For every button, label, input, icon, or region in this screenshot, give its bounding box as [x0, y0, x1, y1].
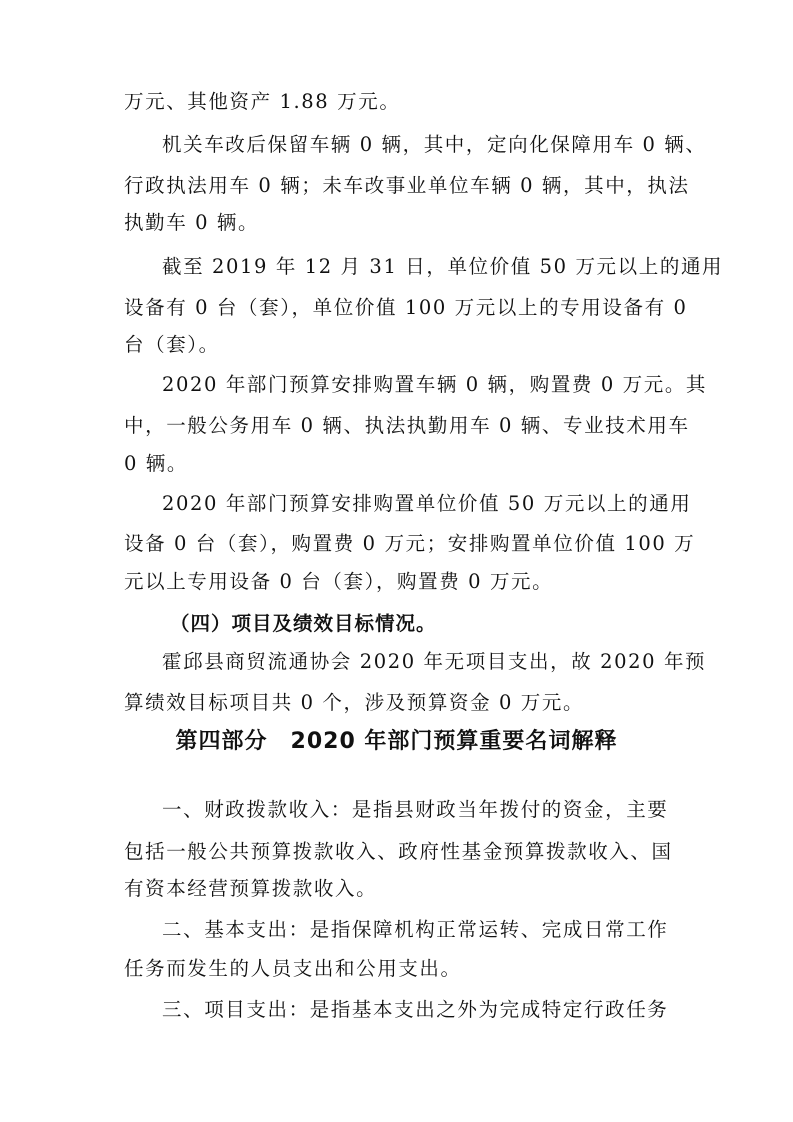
body-line: 行政执法用车 0 辆；未车改事业单位车辆 0 辆，其中，执法 [124, 174, 690, 197]
body-line: 2020 年部门预算安排购置车辆 0 辆，购置费 0 万元。其 [162, 373, 708, 396]
project-line: 算绩效目标项目共 0 个，涉及预算资金 0 万元。 [124, 691, 585, 714]
definition-line: 一、财政拨款收入：是指县财政当年拨付的资金，主要 [162, 798, 669, 821]
body-line: 设备 0 台（套），购置费 0 万元；安排购置单位价值 100 万 [124, 532, 696, 555]
body-line: 中，一般公务用车 0 辆、执法执勤用车 0 辆、专业技术用车 [124, 414, 690, 437]
project-line: 霍邱县商贸流通协会 2020 年无项目支出，故 2020 年预 [162, 650, 707, 673]
definition-line: 三、项目支出：是指基本支出之外为完成特定行政任务 [162, 998, 669, 1021]
body-line: 2020 年部门预算安排购置单位价值 50 万元以上的通用 [162, 492, 692, 515]
definition-line: 包括一般公共预算拨款收入、政府性基金预算拨款收入、国 [124, 840, 673, 863]
body-line: 0 辆。 [124, 452, 189, 475]
body-line: 台（套）。 [124, 333, 220, 356]
body-line: 机关车改后保留车辆 0 辆，其中，定向化保障用车 0 辆、 [162, 133, 707, 156]
body-line: 万元、其他资产 1.88 万元。 [124, 90, 401, 113]
section-heading: （四）项目及绩效目标情况。 [170, 612, 437, 635]
body-line: 设备有 0 台（套），单位价值 100 万元以上的专用设备有 0 [124, 296, 688, 319]
part-title: 第四部分 2020 年部门预算重要名词解释 [175, 729, 618, 754]
definition-line: 有资本经营预算拨款收入。 [124, 877, 378, 900]
definition-line: 二、基本支出：是指保障机构正常运转、完成日常工作 [162, 918, 669, 941]
body-line: 执勤车 0 辆。 [124, 211, 260, 234]
definition-line: 任务而发生的人员支出和公用支出。 [124, 957, 462, 980]
body-line: 截至 2019 年 12 月 31 日，单位价值 50 万元以上的通用 [162, 255, 724, 278]
body-line: 元以上专用设备 0 台（套），购置费 0 万元。 [124, 570, 554, 593]
